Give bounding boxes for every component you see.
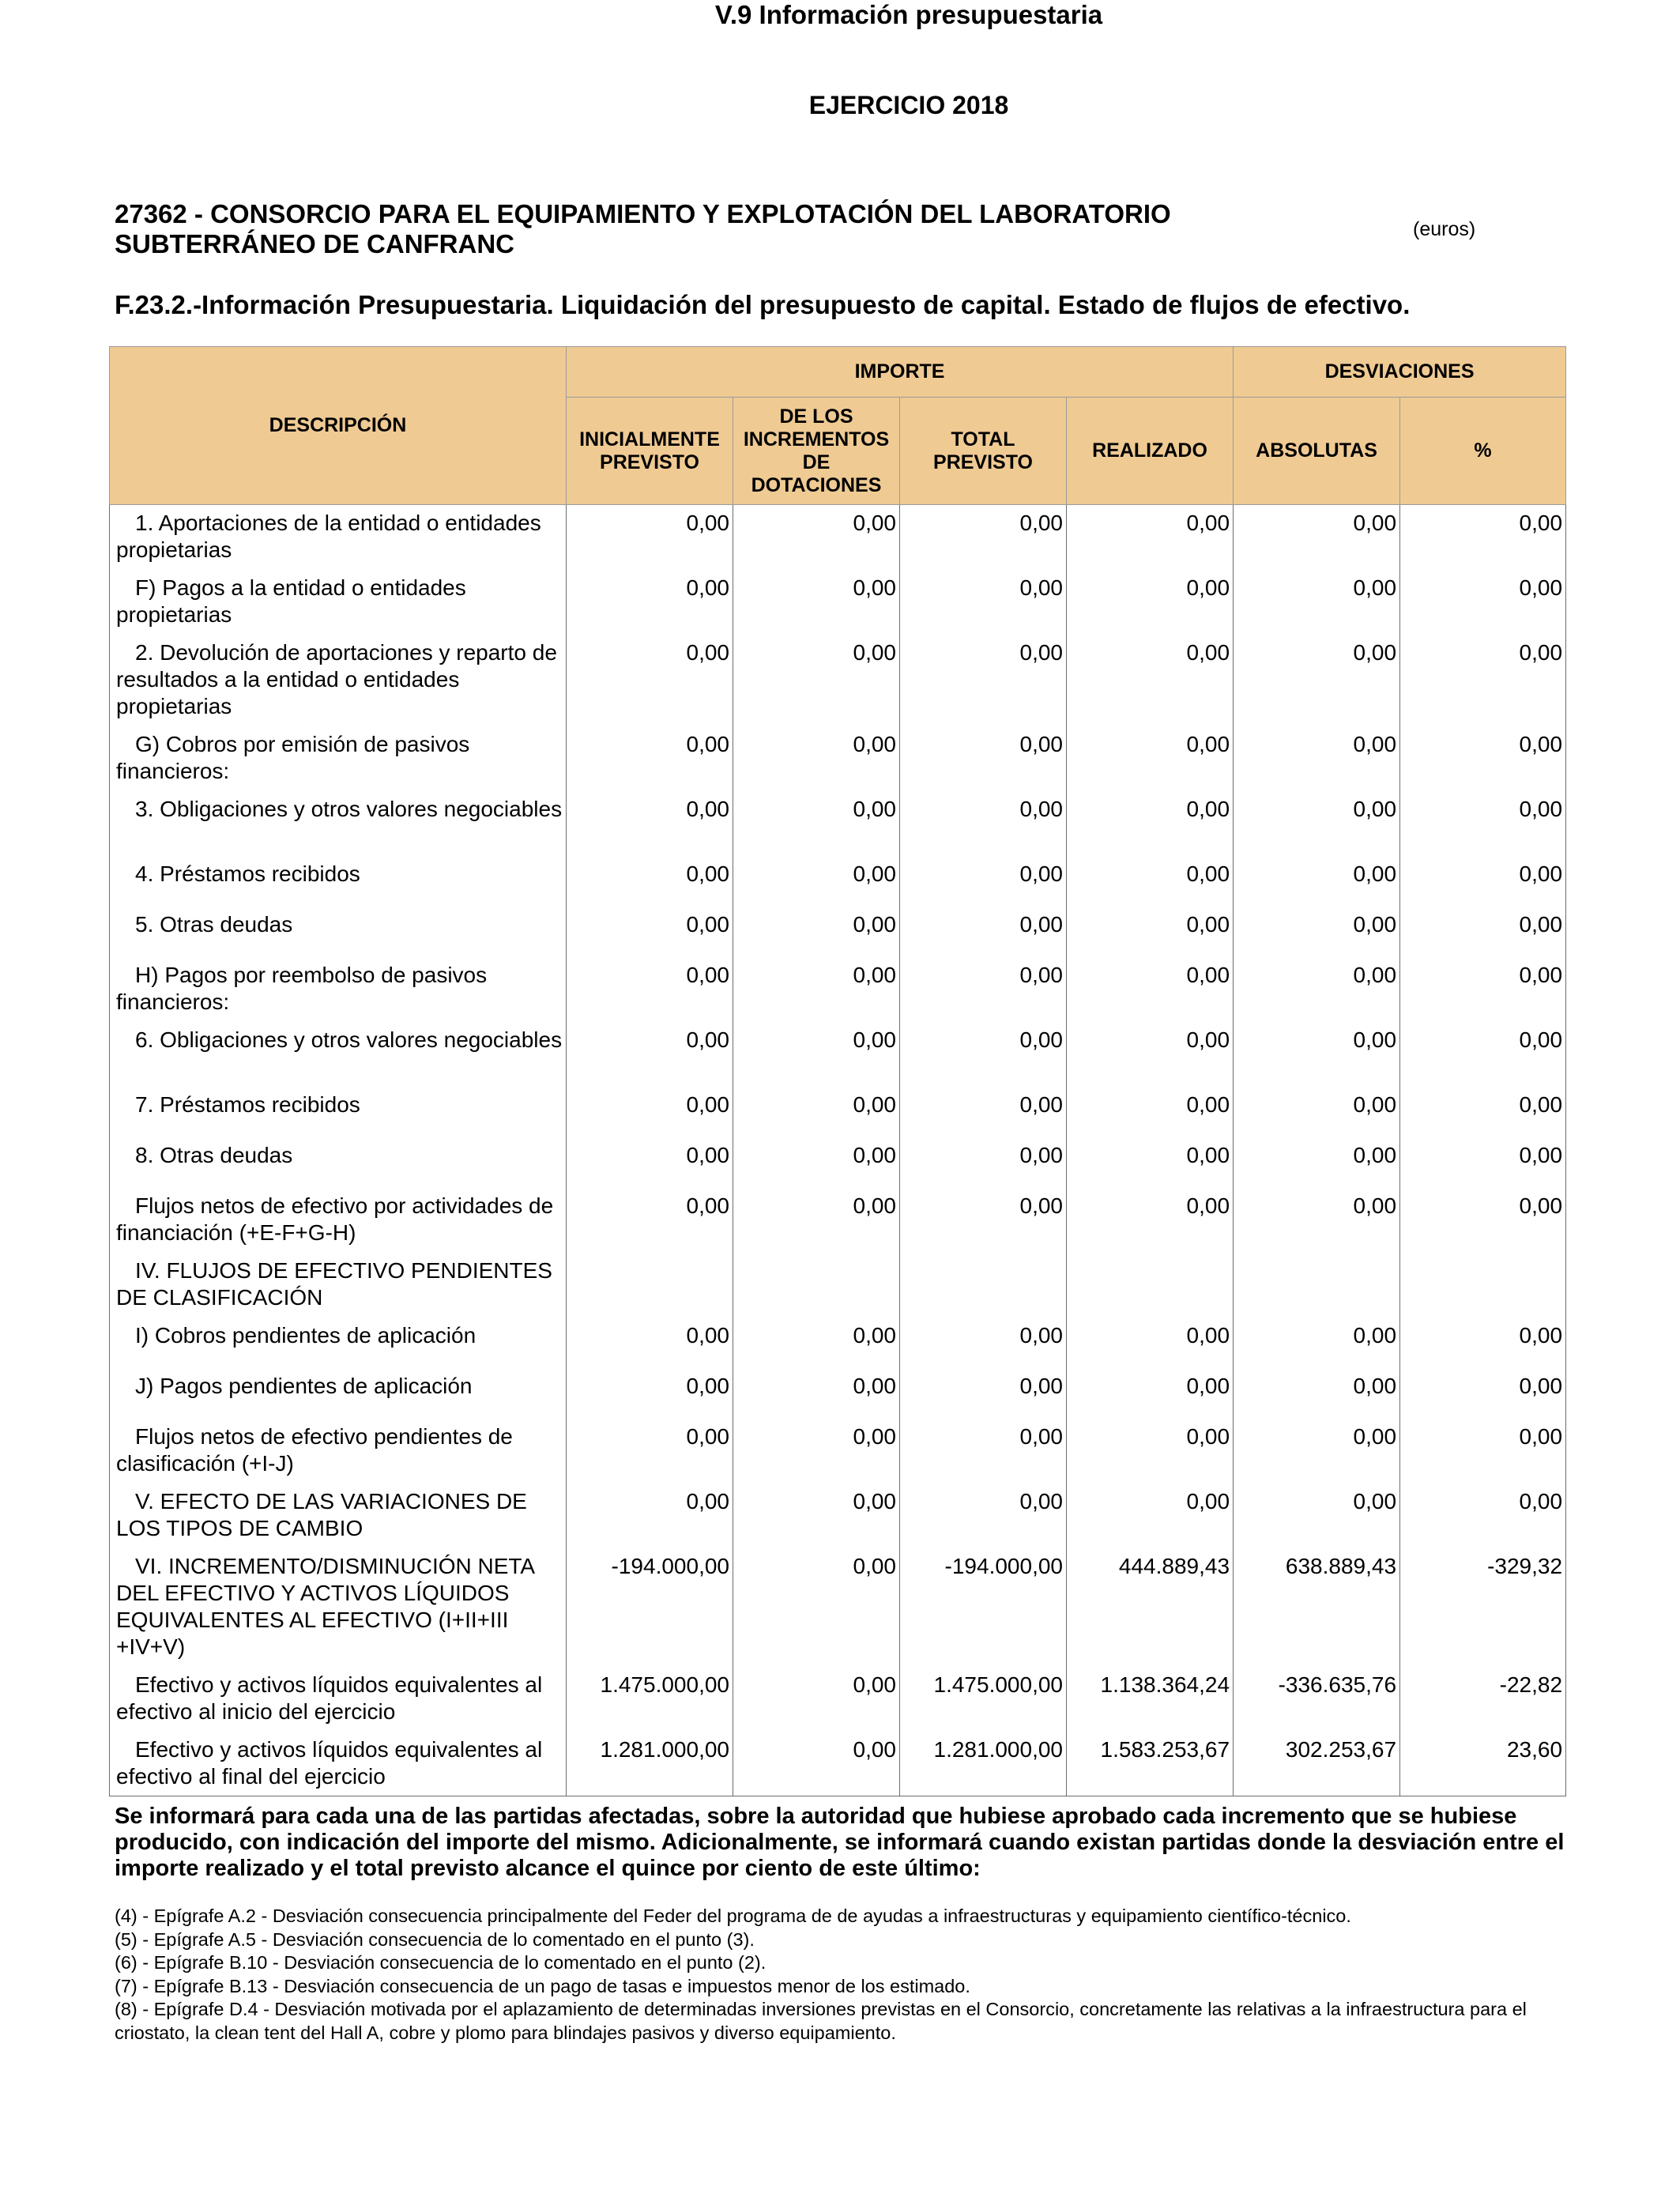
cell-inicialmente-previsto: 0,00 <box>567 635 733 726</box>
cell-absolutas: 0,00 <box>1234 1419 1400 1483</box>
cell-incrementos: 0,00 <box>733 1368 900 1419</box>
cell-realizado: 0,00 <box>1067 856 1234 907</box>
cell-realizado: 0,00 <box>1067 1137 1234 1188</box>
cell-inicialmente-previsto: 0,00 <box>567 505 733 570</box>
cell-incrementos: 0,00 <box>733 1548 900 1667</box>
table-body <box>110 505 1566 1796</box>
cell-inicialmente-previsto: 0,00 <box>567 856 733 907</box>
table-row <box>110 1667 1566 1732</box>
table-row <box>110 907 1566 957</box>
cell-total-previsto: 1.475.000,00 <box>900 1667 1067 1732</box>
cell-total-previsto: -194.000,00 <box>900 1548 1067 1667</box>
row-description: Flujos netos de efectivo por actividades de financiación (+E-F+G-H) <box>110 1188 567 1253</box>
table-row <box>110 1419 1566 1483</box>
row-description: Flujos netos de efectivo pendientes de clasificación (+I-J) <box>110 1419 567 1483</box>
note-line: (7) - Epígrafe B.13 - Desviación consecuencia de un pago de tasas e impuestos menor de los estimado. <box>115 1975 970 1996</box>
cell-inicialmente-previsto <box>567 1253 733 1318</box>
cell-incrementos: 0,00 <box>733 726 900 791</box>
cell-inicialmente-previsto: 0,00 <box>567 1137 733 1188</box>
cell-realizado: 1.138.364,24 <box>1067 1667 1234 1732</box>
notes-block <box>115 1905 1569 2045</box>
cell-total-previsto: 0,00 <box>900 570 1067 635</box>
cell-realizado: 444.889,43 <box>1067 1548 1234 1667</box>
table-row <box>110 1318 1566 1368</box>
cell-inicialmente-previsto: 0,00 <box>567 1368 733 1419</box>
table-row <box>110 791 1566 856</box>
cell-inicialmente-previsto: 0,00 <box>567 1483 733 1548</box>
row-description: I) Cobros pendientes de aplicación <box>110 1318 567 1368</box>
cell-realizado: 0,00 <box>1067 957 1234 1022</box>
cell-percent: 0,00 <box>1400 1318 1566 1368</box>
row-description: V. EFECTO DE LAS VARIACIONES DE LOS TIPOS DE CAMBIO <box>110 1483 567 1548</box>
header-col-realizado: REALIZADO <box>1067 398 1234 505</box>
row-description: IV. FLUJOS DE EFECTIVO PENDIENTES DE CLASIFICACIÓN <box>110 1253 567 1318</box>
table-row <box>110 1188 1566 1253</box>
cell-realizado: 0,00 <box>1067 1483 1234 1548</box>
cell-total-previsto: 0,00 <box>900 1137 1067 1188</box>
table-row <box>110 957 1566 1022</box>
cell-percent: -22,82 <box>1400 1667 1566 1732</box>
header-importe: IMPORTE <box>567 347 1234 398</box>
cell-inicialmente-previsto: -194.000,00 <box>567 1548 733 1667</box>
row-description: J) Pagos pendientes de aplicación <box>110 1368 567 1419</box>
footnote-intro: Se informará para cada una de las partidas afectadas, sobre la autoridad que hubiese aprobado cada incremento que se hubiese producido, con indicación del importe del mismo. Adicionalmente, se informará cuando existan partidas donde la desviación entre el importe realizado y el total previsto alcance el quince por ciento de este último: <box>115 1804 1565 1881</box>
cell-incrementos: 0,00 <box>733 1022 900 1087</box>
cell-absolutas: 0,00 <box>1234 791 1400 856</box>
cell-absolutas: 0,00 <box>1234 1318 1400 1368</box>
table-row <box>110 856 1566 907</box>
cell-total-previsto: 0,00 <box>900 907 1067 957</box>
cell-realizado: 0,00 <box>1067 1022 1234 1087</box>
cell-incrementos: 0,00 <box>733 957 900 1022</box>
cell-realizado: 0,00 <box>1067 505 1234 570</box>
cell-inicialmente-previsto: 0,00 <box>567 957 733 1022</box>
cell-absolutas: 0,00 <box>1234 1137 1400 1188</box>
note-line: (6) - Epígrafe B.10 - Desviación consecuencia de lo comentado en el punto (2). <box>115 1952 767 1973</box>
cell-total-previsto: 1.281.000,00 <box>900 1732 1067 1796</box>
note-line: (4) - Epígrafe A.2 - Desviación consecuencia principalmente del Feder del programa de de ayudas a infraestructuras y equipamiento científico-técnico. <box>115 1906 1351 1926</box>
cell-realizado: 0,00 <box>1067 1318 1234 1368</box>
cell-percent: 0,00 <box>1400 1419 1566 1483</box>
cell-absolutas: 0,00 <box>1234 1022 1400 1087</box>
cell-realizado <box>1067 1253 1234 1318</box>
table-row <box>110 1022 1566 1087</box>
cell-incrementos: 0,00 <box>733 1087 900 1137</box>
cell-absolutas: 0,00 <box>1234 1368 1400 1419</box>
cell-inicialmente-previsto: 0,00 <box>567 1419 733 1483</box>
cell-incrementos: 0,00 <box>733 856 900 907</box>
row-description: 1. Aportaciones de la entidad o entidades propietarias <box>110 505 567 570</box>
cell-total-previsto: 0,00 <box>900 856 1067 907</box>
cell-percent: 0,00 <box>1400 635 1566 726</box>
cell-total-previsto: 0,00 <box>900 1419 1067 1483</box>
cell-realizado: 0,00 <box>1067 1188 1234 1253</box>
row-description: 8. Otras deudas <box>110 1137 567 1188</box>
entity-title: 27362 - CONSORCIO PARA EL EQUIPAMIENTO Y EXPLOTACIÓN DEL LABORATORIO SUBTERRÁNEO DE CANFRANC <box>115 199 1171 258</box>
cell-percent: 0,00 <box>1400 726 1566 791</box>
cell-total-previsto: 0,00 <box>900 791 1067 856</box>
cell-absolutas: 638.889,43 <box>1234 1548 1400 1667</box>
cell-absolutas: 0,00 <box>1234 957 1400 1022</box>
header-col-inicialmente-previsto: INICIALMENTE PREVISTO <box>567 398 733 505</box>
header-description: DESCRIPCIÓN <box>110 347 567 505</box>
cell-incrementos: 0,00 <box>733 1188 900 1253</box>
cell-incrementos: 0,00 <box>733 1318 900 1368</box>
row-description: F) Pagos a la entidad o entidades propietarias <box>110 570 567 635</box>
cell-percent: 0,00 <box>1400 791 1566 856</box>
cell-absolutas: 0,00 <box>1234 907 1400 957</box>
cell-inicialmente-previsto: 1.281.000,00 <box>567 1732 733 1796</box>
cell-inicialmente-previsto: 1.475.000,00 <box>567 1667 733 1732</box>
table-header <box>110 347 1566 505</box>
cell-absolutas: 0,00 <box>1234 1087 1400 1137</box>
table-row <box>110 1087 1566 1137</box>
header-col-incrementos: DE LOS INCREMENTOS DE DOTACIONES <box>733 398 900 505</box>
row-description: 4. Préstamos recibidos <box>110 856 567 907</box>
cell-realizado: 0,00 <box>1067 907 1234 957</box>
cell-total-previsto <box>900 1253 1067 1318</box>
table-row <box>110 635 1566 726</box>
cell-absolutas: 0,00 <box>1234 635 1400 726</box>
cell-total-previsto: 0,00 <box>900 1022 1067 1087</box>
cell-incrementos <box>733 1253 900 1318</box>
cell-realizado: 0,00 <box>1067 791 1234 856</box>
row-description: G) Cobros por emisión de pasivos financieros: <box>110 726 567 791</box>
cell-absolutas: 0,00 <box>1234 1483 1400 1548</box>
table-row <box>110 1253 1566 1318</box>
cell-incrementos: 0,00 <box>733 635 900 726</box>
cell-absolutas: 0,00 <box>1234 726 1400 791</box>
table-row <box>110 1368 1566 1419</box>
cell-realizado: 0,00 <box>1067 635 1234 726</box>
cell-inicialmente-previsto: 0,00 <box>567 1022 733 1087</box>
header-col-total-previsto: TOTAL PREVISTO <box>900 398 1067 505</box>
cell-incrementos: 0,00 <box>733 1483 900 1548</box>
cell-incrementos: 0,00 <box>733 1137 900 1188</box>
cell-total-previsto: 0,00 <box>900 957 1067 1022</box>
cell-inicialmente-previsto: 0,00 <box>567 1087 733 1137</box>
table-row <box>110 1483 1566 1548</box>
table-row <box>110 1137 1566 1188</box>
cell-percent: 0,00 <box>1400 856 1566 907</box>
cell-incrementos: 0,00 <box>733 791 900 856</box>
table-row <box>110 570 1566 635</box>
table-row <box>110 505 1566 570</box>
cell-incrementos: 0,00 <box>733 1732 900 1796</box>
cell-total-previsto: 0,00 <box>900 1318 1067 1368</box>
cell-incrementos: 0,00 <box>733 1419 900 1483</box>
cell-total-previsto: 0,00 <box>900 635 1067 726</box>
row-description: 3. Obligaciones y otros valores negociables <box>110 791 567 856</box>
cell-inicialmente-previsto: 0,00 <box>567 726 733 791</box>
cell-realizado: 0,00 <box>1067 570 1234 635</box>
header-desviaciones: DESVIACIONES <box>1234 347 1566 398</box>
cell-absolutas: 0,00 <box>1234 1188 1400 1253</box>
budget-table <box>109 346 1566 1796</box>
cell-total-previsto: 0,00 <box>900 726 1067 791</box>
row-description: H) Pagos por reembolso de pasivos financieros: <box>110 957 567 1022</box>
table-row <box>110 1548 1566 1667</box>
note-line: (8) - Epígrafe D.4 - Desviación motivada por el aplazamiento de determinadas inversiones previstas en el Consorcio, concretamente las relativas a la infraestructura para el criostato, la clean tent del Hall A, cobre y plomo para blindajes pasivos y diverso equipamiento. <box>115 1999 1527 2043</box>
cell-total-previsto: 0,00 <box>900 1483 1067 1548</box>
cell-incrementos: 0,00 <box>733 570 900 635</box>
exercise-title: EJERCICIO 2018 <box>808 91 1009 119</box>
cell-absolutas: 0,00 <box>1234 856 1400 907</box>
statement-title: F.23.2.-Información Presupuestaria. Liquidación del presupuesto de capital. Estado de flujos de efectivo. <box>115 290 1411 319</box>
cell-percent: -329,32 <box>1400 1548 1566 1667</box>
cell-realizado: 0,00 <box>1067 1087 1234 1137</box>
cell-incrementos: 0,00 <box>733 505 900 570</box>
cell-inicialmente-previsto: 0,00 <box>567 791 733 856</box>
cell-percent: 0,00 <box>1400 1483 1566 1548</box>
currency-note: (euros) <box>1413 218 1476 240</box>
cell-realizado: 0,00 <box>1067 1419 1234 1483</box>
row-description: 2. Devolución de aportaciones y reparto de resultados a la entidad o entidades propietarias <box>110 635 567 726</box>
table-row <box>110 726 1566 791</box>
cell-realizado: 0,00 <box>1067 1368 1234 1419</box>
cell-inicialmente-previsto: 0,00 <box>567 1188 733 1253</box>
cell-percent: 0,00 <box>1400 1368 1566 1419</box>
cell-percent: 0,00 <box>1400 957 1566 1022</box>
cell-total-previsto: 0,00 <box>900 505 1067 570</box>
cell-inicialmente-previsto: 0,00 <box>567 570 733 635</box>
cell-inicialmente-previsto: 0,00 <box>567 1318 733 1368</box>
cell-realizado: 1.583.253,67 <box>1067 1732 1234 1796</box>
cell-percent: 0,00 <box>1400 1137 1566 1188</box>
row-description: 5. Otras deudas <box>110 907 567 957</box>
section-title: V.9 Información presupuestaria <box>714 0 1103 29</box>
cell-percent: 0,00 <box>1400 505 1566 570</box>
row-description: VI. INCREMENTO/DISMINUCIÓN NETA DEL EFECTIVO Y ACTIVOS LÍQUIDOS EQUIVALENTES AL EFECTIVO (I+II+III +IV+V) <box>110 1548 567 1667</box>
header-col-percent: % <box>1400 398 1566 505</box>
cell-percent <box>1400 1253 1566 1318</box>
cell-absolutas <box>1234 1253 1400 1318</box>
cell-absolutas: 0,00 <box>1234 505 1400 570</box>
row-description: Efectivo y activos líquidos equivalentes al efectivo al final del ejercicio <box>110 1732 567 1796</box>
row-description: 7. Préstamos recibidos <box>110 1087 567 1137</box>
row-description: 6. Obligaciones y otros valores negociables <box>110 1022 567 1087</box>
row-description: Efectivo y activos líquidos equivalentes al efectivo al inicio del ejercicio <box>110 1667 567 1732</box>
header-col-absolutas: ABSOLUTAS <box>1234 398 1400 505</box>
cell-inicialmente-previsto: 0,00 <box>567 907 733 957</box>
cell-realizado: 0,00 <box>1067 726 1234 791</box>
cell-percent: 0,00 <box>1400 1087 1566 1137</box>
cell-absolutas: -336.635,76 <box>1234 1667 1400 1732</box>
cell-percent: 0,00 <box>1400 570 1566 635</box>
cell-absolutas: 302.253,67 <box>1234 1732 1400 1796</box>
note-line: (5) - Epígrafe A.5 - Desviación consecuencia de lo comentado en el punto (3). <box>115 1928 755 1950</box>
table-row <box>110 1732 1566 1796</box>
cell-percent: 0,00 <box>1400 1188 1566 1253</box>
cell-percent: 23,60 <box>1400 1732 1566 1796</box>
cell-total-previsto: 0,00 <box>900 1368 1067 1419</box>
cell-incrementos: 0,00 <box>733 1667 900 1732</box>
cell-total-previsto: 0,00 <box>900 1188 1067 1253</box>
cell-absolutas: 0,00 <box>1234 570 1400 635</box>
cell-total-previsto: 0,00 <box>900 1087 1067 1137</box>
cell-incrementos: 0,00 <box>733 907 900 957</box>
cell-percent: 0,00 <box>1400 1022 1566 1087</box>
cell-percent: 0,00 <box>1400 907 1566 957</box>
